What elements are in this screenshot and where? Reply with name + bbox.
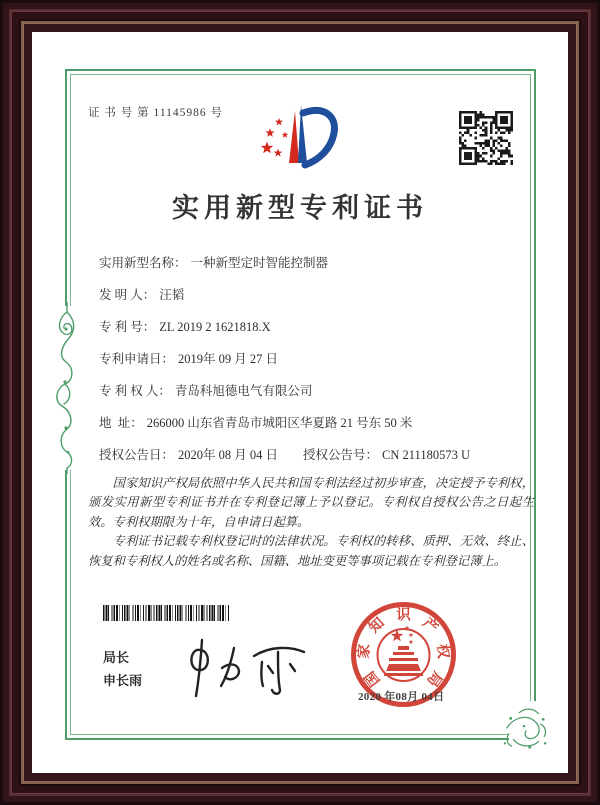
field-colon: ：: [365, 448, 379, 462]
field-colon: ：: [161, 352, 175, 366]
field-row-inventor: [99, 285, 540, 305]
field-colon: ：: [130, 416, 143, 430]
field-label: 地 址: [99, 416, 131, 430]
field-value: 266000 山东省青岛市城阳区华夏路 21 号东 50 米: [146, 416, 413, 430]
certificate-body: [88, 474, 534, 571]
certificate-number: 证 书 号 第 11145986 号: [88, 107, 224, 119]
cnipa-logo-icon: [255, 101, 343, 171]
barcode: [103, 605, 229, 621]
field-row-patent-number: [99, 317, 540, 337]
logo-star-icon: [274, 149, 282, 157]
field-label: 实用新型名称: [99, 256, 175, 270]
field-value: 青岛科旭德电气有限公司: [174, 384, 313, 398]
field-colon: ：: [174, 256, 187, 270]
field-row-filing-date: [99, 349, 540, 369]
field-value: ZL 2019 2 1621818.X: [159, 320, 271, 334]
grant-date-value: 2020年 08 月 04 日: [178, 448, 279, 462]
body-paragraph-2: 专利证书记载专利权登记时的法律状况。专利权的转移、质押、无效、终止、恢复和专利权人的姓名或名称、国籍、地址变更等事项记载在专利登记簿上。: [88, 534, 534, 568]
field-colon: ：: [142, 288, 156, 302]
logo-star-icon: [275, 118, 283, 126]
signer-title: 局长: [103, 650, 130, 665]
field-colon: ：: [161, 448, 175, 462]
field-row-grant: [99, 445, 540, 465]
svg-text:家: 家: [356, 643, 374, 660]
field-colon: ：: [142, 320, 156, 334]
field-row-address: [99, 413, 540, 433]
field-label: 专 利 号: [99, 320, 143, 334]
svg-text:国: 国: [361, 667, 384, 690]
seal-date: 2020 年08月 04日: [358, 691, 445, 703]
field-value: 2019年 09 月 27 日: [178, 352, 279, 366]
director-signature: [178, 634, 310, 700]
svg-text:产: 产: [419, 615, 441, 637]
field-colon: ：: [158, 384, 171, 398]
field-label: 专 利 权 人: [99, 384, 159, 398]
field-label: 发 明 人: [99, 288, 143, 302]
certificate-fields: [99, 253, 540, 465]
field-label: 授权公告号: [303, 448, 366, 462]
field-value: 一种新型定时智能控制器: [190, 256, 329, 270]
svg-text:知: 知: [366, 615, 388, 637]
scroll-flourish-icon: [50, 302, 84, 474]
field-row-patent-name: [99, 253, 540, 273]
logo-star-icon: [282, 132, 288, 138]
svg-text:局: 局: [423, 667, 446, 690]
field-row-patentee: [99, 381, 540, 401]
field-value: 汪韬: [159, 288, 185, 302]
signer-name: 申长雨: [103, 673, 143, 688]
svg-text:识: 识: [396, 607, 411, 624]
field-label: 专利申请日: [99, 352, 162, 366]
floral-corner-flourish-icon: [500, 705, 550, 751]
grant-number-value: CN 211180573 U: [382, 448, 470, 462]
svg-text:权: 权: [433, 643, 451, 660]
qr-code: [459, 111, 513, 165]
body-paragraph-1: 国家知识产权局依照中华人民共和国专利法经过初步审查，决定授予专利权，颁发实用新型专利证书并在专利登记簿上予以登记。专利权自授权公告之日起生效。专利权期限为十年，自申请日起算。: [88, 476, 534, 529]
logo-star-icon: [261, 142, 273, 154]
signer-block: [103, 646, 142, 692]
certificate-title: 实用新型专利证书: [172, 193, 428, 223]
field-label: 授权公告日: [99, 448, 162, 462]
logo-star-icon: [265, 128, 274, 137]
national-emblem-icon: [378, 626, 430, 682]
